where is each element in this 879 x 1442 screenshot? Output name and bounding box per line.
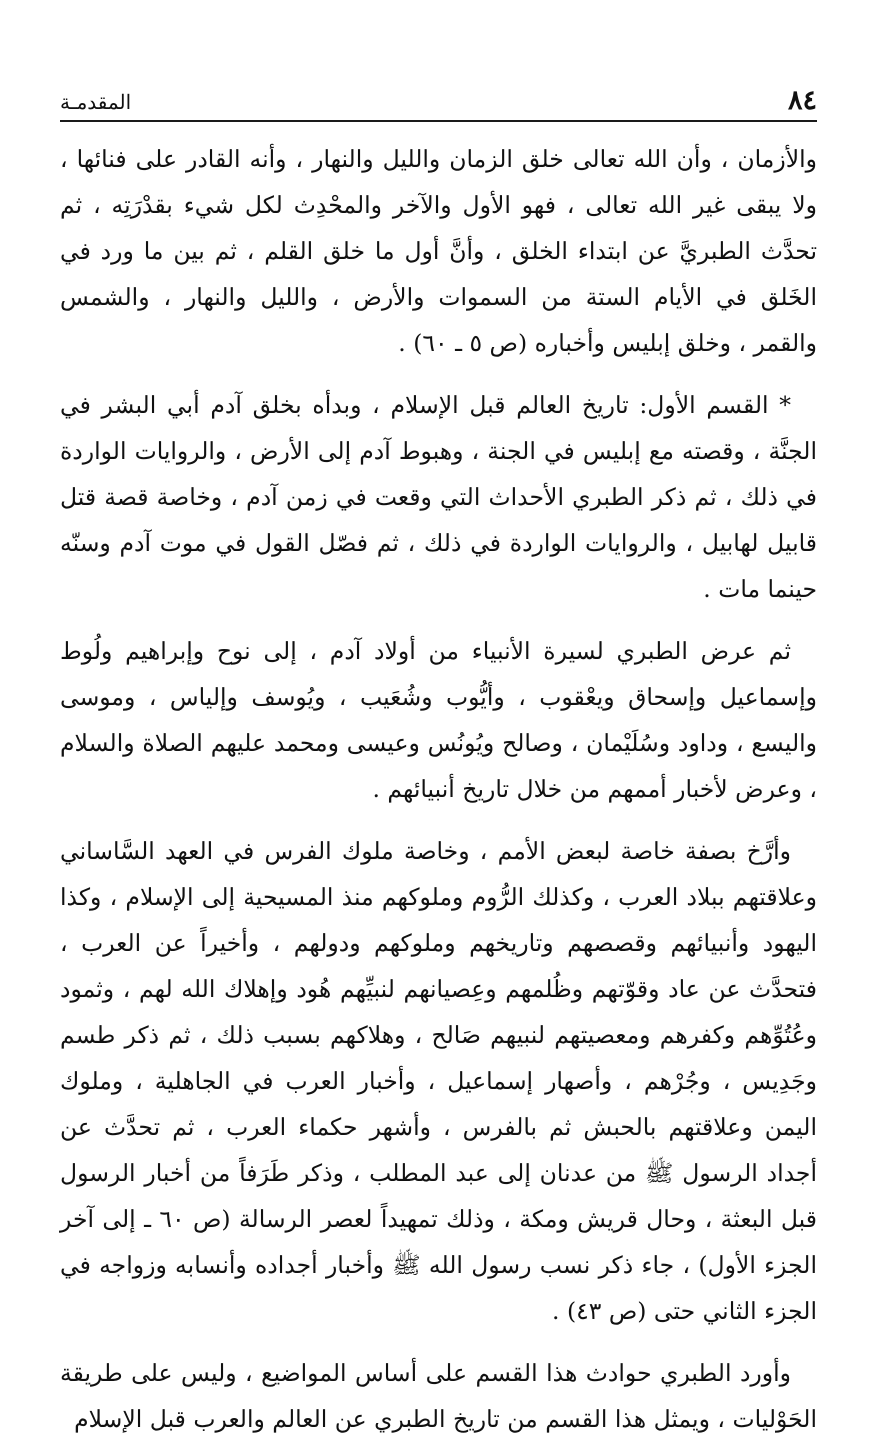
- document-page: [60, 84, 817, 1433]
- paragraph: * القسم الأول: تاريخ العالم قبل الإسلام ، وبدأه بخلق آدم أبي البشر في الجنَّة ، وقصته مع إبليس في الجنة ، وهبوط آدم إلى الأرض ، والروايات الواردة في ذلك ، ثم ذكر الطبري الأحداث التي وقعت في زمن آدم ، وخاصة قصة قتل قابيل لهابيل ، والروايات الواردة في ذلك ، ثم فصّل القول في موت آدم وسنّه حينما مات .: [60, 391, 817, 603]
- paragraph: ثم عرض الطبري لسيرة الأنبياء من أولاد آدم ، إلى نوح وإبراهيم ولُوط وإسماعيل وإسحاق ويعْقوب ، وأيُّوب وشُعَيب ، ويُوسف وإلياس ، وموسى واليسع ، وداود وسُلَيْمان ، وصالح ويُونُس وعيسى ومحمد عليهم الصلاة والسلام ، وعرض لأخبار أممهم من خلال تاريخ أنبيائهم .: [60, 637, 817, 803]
- paragraph: والأزمان ، وأن الله تعالى خلق الزمان والليل والنهار ، وأنه القادر على فنائها ، ولا يبقى غير الله تعالى ، فهو الأول والآخر والمحْدِث لكل شيء بقدْرَتِه ، ثم تحدَّث الطبريَّ عن ابتداء الخلق ، وأنَّ أول ما خلق القلم ، ثم بين ما ورد في الخَلق في الأيام الستة من السموات والأرض ، والليل والنهار ، والشمس والقمر ، وخلق إبليس وأخباره (ص ٥ ـ ٦٠) .: [60, 145, 817, 357]
- body-text: [60, 136, 817, 1442]
- paragraph: وأرَّخ بصفة خاصة لبعض الأمم ، وخاصة ملوك الفرس في العهد السَّاساني وعلاقتهم ببلاد العرب ، وكذلك الرُّوم وملوكهم منذ المسيحية إلى الإسلام ، وكذا اليهود وأنبيائهم وقصصهم وتاريخهم وملوكهم ودولهم ، وأخيراً عن العرب ، فتحدَّث عن عاد وقوّتهم وظُلمهم وعِصيانهم لنبيِّهم هُود وإهلاك الله لهم ، وثمود وعُتُوِّهم وكفرهم ومعصيتهم لنبيهم صَالح ، وهلاكهم بسبب ذلك ، ثم ذكر طسم وجَدِيس ، وجُرْهم ، وأصهار إسماعيل ، وأخبار العرب في الجاهلية ، وملوك اليمن وعلاقتهم بالحبش ثم بالفرس ، وأشهر حكماء العرب ، ثم تحدَّث عن أجداد الرسول ﷺ من عدنان إلى عبد المطلب ، وذكر طَرَفاً من أخبار الرسول قبل البعثة ، وحال قريش ومكة ، وذلك تمهيداً لعصر الرسالة (ص ٦٠ ـ إلى آخر الجزء الأول) ، جاء ذكر نسب رسول الله ﷺ وأخبار أجداده وأنسابه وزواجه في الجزء الثاني حتى (ص ٤٣) .: [60, 837, 817, 1325]
- running-header-title: المقدمـة: [60, 90, 132, 114]
- page-number: ٨٤: [787, 85, 817, 116]
- running-header: [60, 84, 817, 122]
- paragraph: وأورد الطبري حوادث هذا القسم على أساس المواضيع ، وليس على طريقة الحَوْليات ، ويمثل هذا القسم من تاريخ الطبري عن العالم والعرب قبل الإسلام: [60, 1359, 817, 1433]
